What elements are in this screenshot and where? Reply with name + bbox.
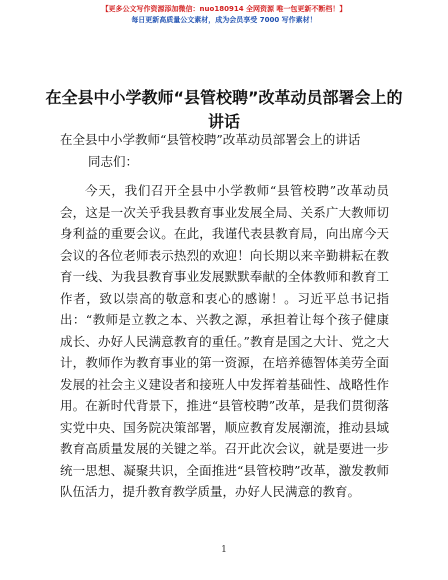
promo-line-1: 【更多公文写作资源添加微信：nuo180914 全网资源 唯一包更新不断档！】 [101,5,347,13]
promo-line-2: 每日更新高质量公文素材，成为会员享受 7000 写作素材！ [131,16,317,24]
document-subtitle: 在全县中小学教师“县管校聘”改革动员部署会上的讲话 [60,132,361,147]
body-paragraph: 今天，我们召开全县中小学教师“县管校聘”改革动员会，这是一次关乎我县教育事业发展全局、关系广大教师切身利益的重要会议。在此，我谨代表县教育局，向出席今天会议的各位老师表示热烈的欢迎！向长期以来辛勤耕耘在教育一线、为我县教育事业发展默默奉献的全体教师和教育工作者，致以崇高的敬意和衷心的感谢！。习近平总书记指出：“教师是立教之本、兴教之源，承担着让每个孩子健康成长、办好人民满意教育的重任。”教育是国之大计、党之大计，教师作为教育事业的第一资源，在培养德智体美劳全面发展的社会主义建设者和接班人中发挥着基础性、战略性作用。在新时代背景下，推进“县管校聘”改革，是我们贯彻落实党中央、国务院决策部署，顺应教育发展潮流，推动县域教育高质量发展的关键之举。召开此次会议，就是要进一步统一思想、凝聚共识，全面推进“县管校聘”改革，激发教师队伍活力，提升教育教学质量，办好人民满意的教育。 [60,183,389,499]
promo-banner [0,4,448,26]
page-number: 1 [221,545,227,555]
greeting: 同志们： [88,154,139,169]
document-title: 在全县中小学教师“县管校聘”改革动员部署会上的讲话 [45,88,403,131]
